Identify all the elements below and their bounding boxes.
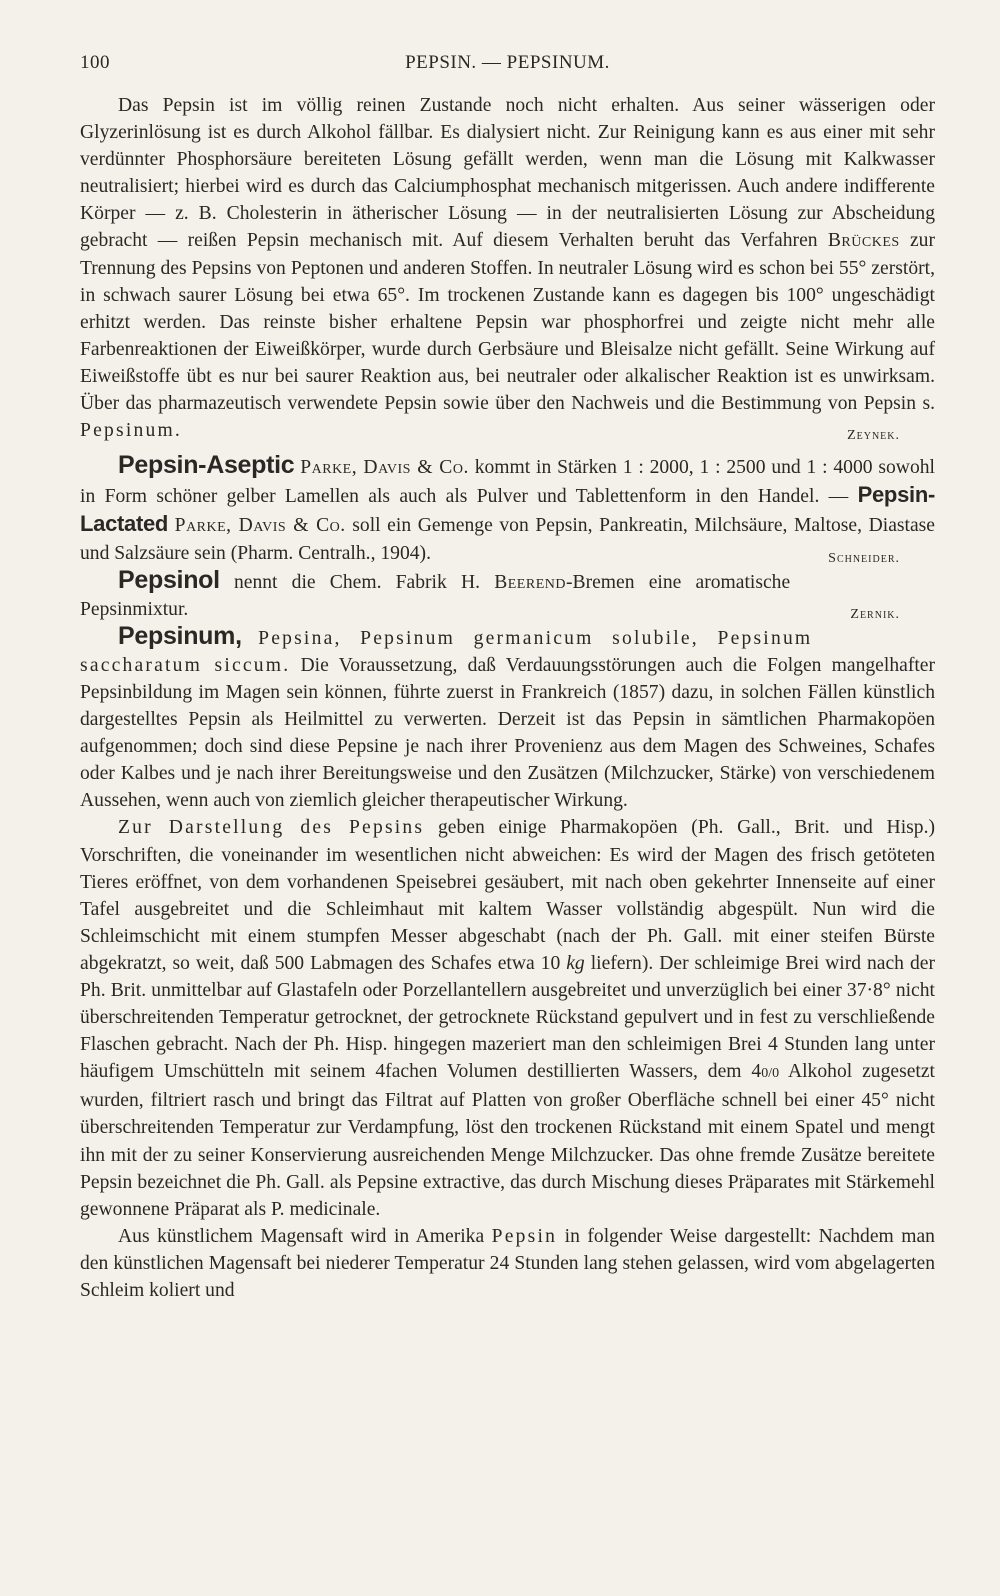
pepsin-entry-continuation (80, 92, 935, 444)
author-signature: Schneider. (828, 550, 900, 566)
entry-synonyms: Pepsina, Pepsinum germanicum solubile, Pepsinum saccharatum siccum. (80, 627, 813, 676)
entry-headword: Pepsinum, (118, 621, 242, 650)
entry-text: soll ein Gemenge von Pepsin, Pankreatin, Milchsäure, Maltose, Diastase und Salzsäure sein (Pharm. Centralh., 1904). (80, 515, 935, 564)
pepsinol-entry (80, 567, 935, 623)
paragraph-text: Alkohol zugesetzt wurden, filtriert rasch und bringt das Filtrat auf Platten von großer Oberfläche schnell bei einer 45° nicht überschreitenden Temperatur zur Verdampfung, löst den trockenen Rückstand mit einem Spatel und mengt ihn mit der zu seiner Konservierung ausreichenden Menge Milchzucker. Das ohne fremde Zusätze bereitete Pepsin bezeichnet die Ph. Gall. als Pepsine extractive, das durch Mischung dieses Präparates mit Stärkemehl gewonnene Präparat als P. medicinale. (80, 1061, 935, 1220)
page-header (80, 52, 935, 82)
pepsinum-paragraph-america (80, 1223, 935, 1304)
paragraph-text: in folgender Weise dargestellt: Nachdem man den künstlichen Magensaft bei niederer Temperatur 24 Stunden lang stehen gelassen, wird vom abgelagerten Schleim koliert und (80, 1225, 935, 1302)
firm-name: Parke, Davis & Co. (174, 515, 346, 537)
pepsinum-entry (80, 623, 935, 815)
paragraph-text: liefern). Der schleimige Brei wird nach der Ph. Brit. unmittelbar auf Glastafeln oder Porzellantellern ausgebreitet und unverzüglich bei einer 37·8° nicht überschreitenden Temperatur getrocknet, der getrocknete Rückstand gepulvert und in fest zu verschließende Flaschen gebracht. Nach der Ph. Hisp. hingegen mazeriert man den schleimigen Brei 4 Stunden lang unter häufigem Umschütteln mit seinem 4fachen Volumen destillierten Wassers, dem 4 (80, 952, 935, 1083)
paragraph-text: Aus künstlichem Magensaft wird in Amerika (118, 1225, 485, 1247)
author-signature: Zeynek. (847, 428, 900, 444)
paragraph-text: geben einige Pharmakopöen (Ph. Gall., Brit. und Hisp.) Vorschriften, die voneinander im wesentlichen nicht abweichen: Es wird der Magen des frisch getöteten Tieres eröffnet, von dem vorhandenen Speisebrei gesäubert, mit nach oben gekehrter Innenseite auf einer Tafel ausgebreitet und die Schleimhaut mit kaltem Wasser vollständig abgespült. Nun wird die Schleimschicht mit einem stumpfen Messer abgeschabt (nach der Ph. Gall. mit einer steifen Bürste abgekratzt, so weit, daß 500 Labmagen des Schafes etwa 10 (80, 817, 935, 974)
firm-name: Parke, Davis & Co. (300, 457, 469, 479)
pepsin-text-2: zur Trennung des Pepsins von Peptonen und anderen Stoffen. In neutraler Lösung wird es schon bei 55° zerstört, in schwach saurer Lösung bei etwa 65°. Im trockenen Zustande kann es dagegen bis 100° ungeschädigt erhitzt werden. Das reinste bisher erhaltene Pepsin war phosphorfrei und zeigte nicht mehr alle Farbenreaktionen der Eiweißkörper, wurde durch Gerbsäure und Bleisalze nicht gefällt. Seine Wirkung auf Eiweißstoffe übt es nur bei saurer Reaktion aus, bei neutraler oder alkalischer Reaktion ist es unwirksam. Über das pharmazeutisch verwendete Pepsin sowie über den Nachweis und die Bestimmung von Pepsin s. (80, 230, 935, 415)
spaced-emphasis: Zur Darstellung des Pepsins (118, 817, 425, 839)
page-body (80, 92, 935, 1304)
percent-sign: 0/0 (761, 1066, 780, 1082)
entry-text: nennt die Chem. Fabrik H. (233, 571, 481, 593)
pepsin-aseptic-entry (80, 452, 935, 566)
entry-text: -Bremen eine aromatische Pepsinmixtur. (80, 571, 791, 620)
entry-headword: Pepsinol (118, 565, 220, 594)
cross-reference: Pepsinum. (80, 420, 182, 442)
pepsinum-paragraph-preparation (80, 814, 935, 1222)
author-signature: Zernik. (850, 606, 900, 622)
running-title: PEPSIN. — PEPSINUM. (405, 52, 610, 73)
unit-kg: kg (566, 952, 585, 974)
entry-headword-secondary: Pepsin-Lactated (80, 482, 935, 537)
entry-headword: Pepsin-Aseptic (118, 451, 295, 480)
spaced-emphasis: Pepsin (491, 1225, 558, 1247)
page-number: 100 (80, 52, 110, 73)
firm-name: Beerend (494, 571, 566, 593)
pepsin-text-1: Das Pepsin ist im völlig reinen Zustande noch nicht erhalten. Aus seiner wässerigen oder Glyzerinlösung ist es durch Alkohol fällbar. Es dialysiert nicht. Zur Reinigung kann es aus einer mit sehr verdünnter Phosphorsäure bereiteten Lösung gefällt werden, wenn man die Lösung mit Kalkwasser neutralisiert; hierbei wird es durch das Calciumphosphat mechanisch mitgerissen. Auch andere indifferente Körper — z. B. Cholesterin in ätherischer Lösung — in der neutralisierten Lösung zur Abscheidung gebracht — reißen Pepsin mechanisch mit. Auf diesem Verhalten beruht das Verfahren (80, 95, 935, 252)
entry-text: Die Voraussetzung, daß Verdauungsstörungen auch die Folgen mangelhafter Pepsinbildung im Magen sein können, führte zuerst in Frankreich (1857) dazu, in solchen Fällen künstlich dargestelltes Pepsin als Heilmittel zu verwerten. Derzeit ist das Pepsin in sämtlichen Pharmakopöen aufgenommen; doch sind diese Pepsine je nach ihrer Provenienz aus dem Magen des Schweines, Schafes oder Kalbes und je nach ihrer Bereitungsweise und den Zusätzen (Milchzucker, Stärke) von verschiedenem Aussehen, wenn auch von ziemlich gleicher therapeutischer Wirkung. (80, 654, 936, 812)
bruecke-name: Brückes (827, 230, 900, 252)
entry-text: kommt in Stärken 1 : 2000, 1 : 2500 und 1 : 4000 sowohl in Form schöner gelber Lamellen als auch als Pulver und Tablettenform in den Handel. — (80, 457, 935, 508)
